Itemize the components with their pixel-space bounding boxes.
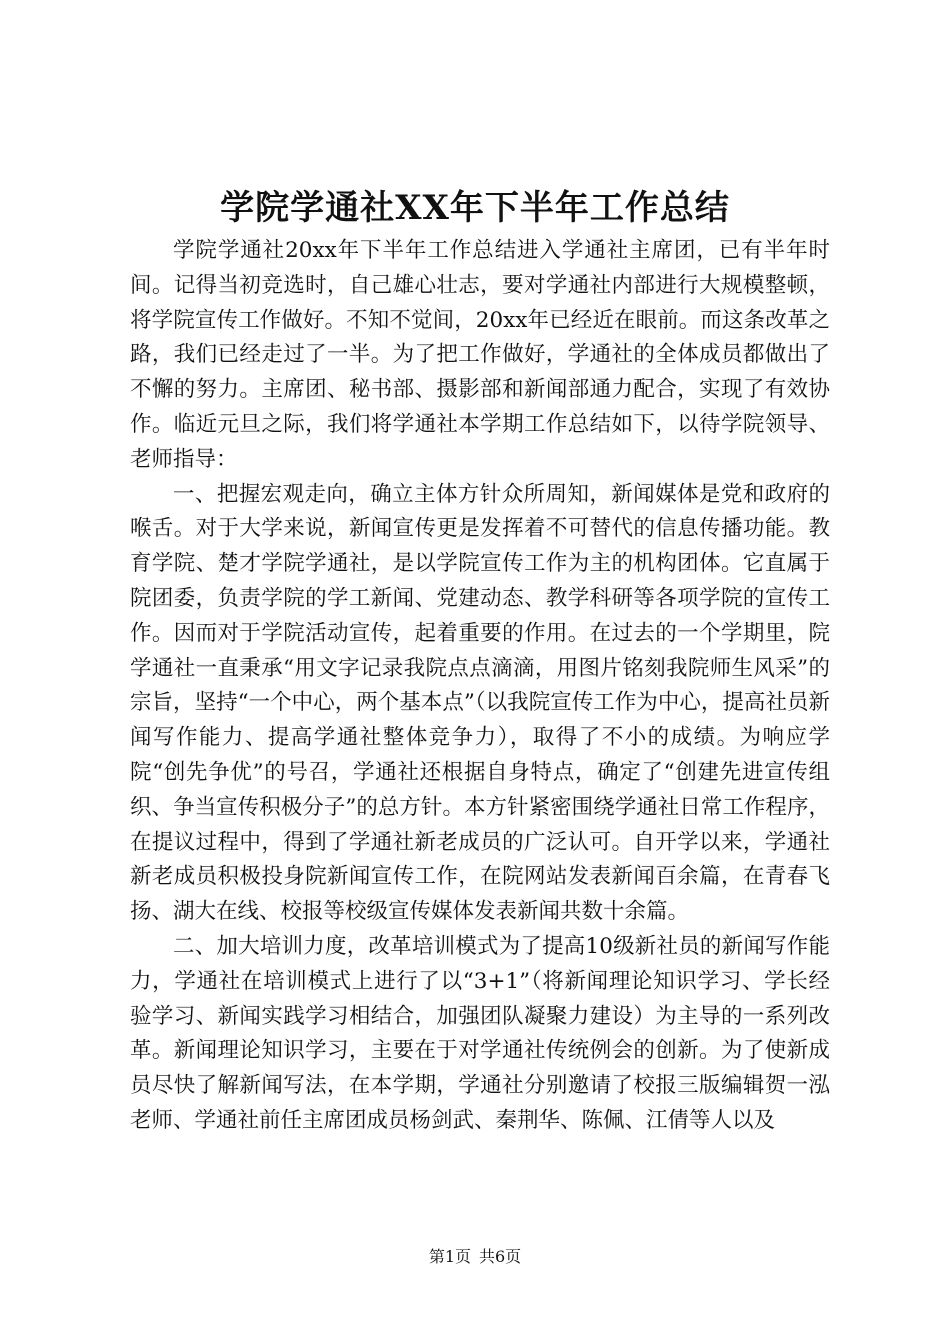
document-body <box>130 234 830 1139</box>
page-footer <box>0 1246 950 1268</box>
paragraph-intro: 学院学通社20xx年下半年工作总结进入学通社主席团，已有半年时间。记得当初竞选时，自己雄心壮志，要对学通社内部进行大规模整顿，将学院宣传工作做好。不知不觉间，20xx年已经近在眼前。而这条改革之路，我们已经走过了一半。为了把工作做好，学通社的全体成员都做出了不懈的努力。主席团、秘书部、摄影部和新闻部通力配合，实现了有效协作。临近元旦之际，我们将学通社本学期工作总结如下，以待学院领导、老师指导： <box>130 238 830 472</box>
document-title: 学院学通社XX年下半年工作总结 <box>220 188 730 228</box>
page-number: 第1页 <box>428 1247 471 1266</box>
page-total: 共6页 <box>479 1247 522 1266</box>
paragraph-section-2: 二、加大培训力度，改革培训模式为了提高10级新社员的新闻写作能力，学通社在培训模式上进行了以“3+1”（将新闻理论知识学习、学长经验学习、新闻实践学习相结合，加强团队凝聚力建设）为主导的一系列改革。新闻理论知识学习，主要在于对学通社传统例会的创新。为了使新成员尽快了解新闻写法，在本学期，学通社分别邀请了校报三版编辑贺一泓老师、学通社前任主席团成员杨剑武、秦荆华、陈佩、江倩等人以及 <box>130 933 830 1133</box>
paragraph-section-1: 一、把握宏观走向，确立主体方针众所周知，新闻媒体是党和政府的喉舌。对于大学来说，新闻宣传更是发挥着不可替代的信息传播功能。教育学院、楚才学院学通社，是以学院宣传工作为主的机构团体。它直属于院团委，负责学院的学工新闻、党建动态、教学科研等各项学院的宣传工作。因而对于学院活动宣传，起着重要的作用。在过去的一个学期里，院学通社一直秉承“用文字记录我院点点滴滴，用图片铭刻我院师生风采”的宗旨，坚持“一个中心，两个基本点”（以我院宣传工作为中心，提高社员新闻写作能力、提高学通社整体竞争力），取得了不小的成绩。为响应学院“创先争优”的号召，学通社还根据自身特点，确定了“创建先进宣传组织、争当宣传积极分子”的总方针。本方针紧密围绕学通社日常工作程序，在提议过程中，得到了学通社新老成员的广泛认可。自开学以来，学通社新老成员积极投身院新闻宣传工作，在院网站发表新闻百余篇，在青春飞扬、湖大在线、校报等校级宣传媒体发表新闻共数十余篇。 <box>130 481 830 925</box>
